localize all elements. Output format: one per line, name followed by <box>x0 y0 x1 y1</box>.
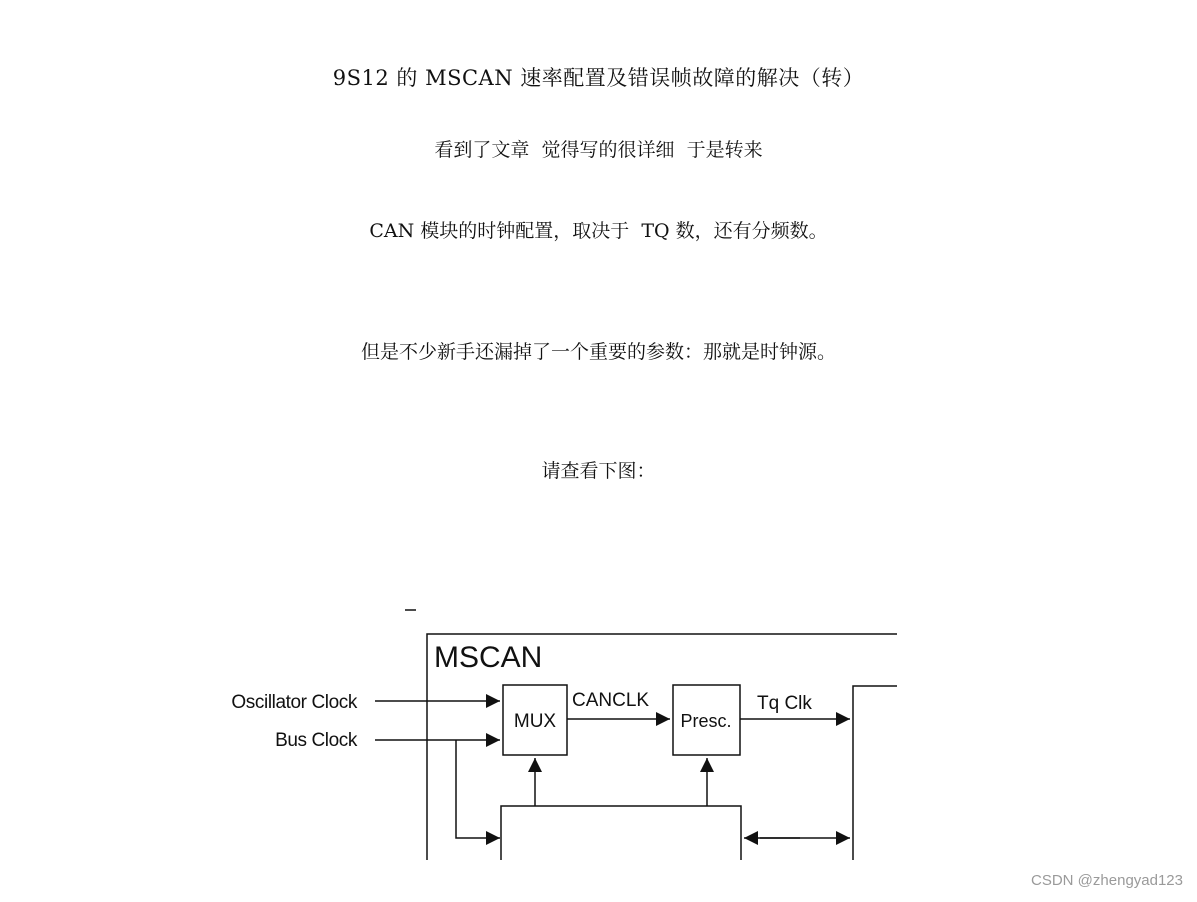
tq-clk-label: Tq Clk <box>757 693 812 714</box>
paragraph-clock-source: 但是不少新手还漏掉了一个重要的参数：那就是时钟源。 <box>360 341 836 363</box>
mux-label: MUX <box>513 711 557 732</box>
paragraph-see-figure: 请查看下图： <box>541 460 656 482</box>
paragraph-clock-config: CAN 模块的时钟配置，取决于 TQ 数，还有分频数。 <box>369 220 828 242</box>
bus-clock-branch-arrow <box>456 740 500 838</box>
oscillator-clock-label: Oscillator Clock <box>231 692 357 713</box>
bit-timing-block <box>853 686 897 860</box>
bus-clock-label: Bus Clock <box>275 730 357 751</box>
page-title: 9S12 的 MSCAN 速率配置及错误帧故障的解决（转） <box>332 66 865 90</box>
mscan-clock-diagram <box>0 590 1197 870</box>
watermark: CSDN @zhengyad123 <box>1031 872 1183 889</box>
prescaler-label: Presc. <box>680 711 732 731</box>
mscan-block-title: MSCAN <box>434 641 543 674</box>
intro-text: 看到了文章 觉得写的很详细 于是转来 <box>434 139 763 161</box>
control-register-block <box>501 806 741 860</box>
canclk-label: CANCLK <box>572 690 650 711</box>
